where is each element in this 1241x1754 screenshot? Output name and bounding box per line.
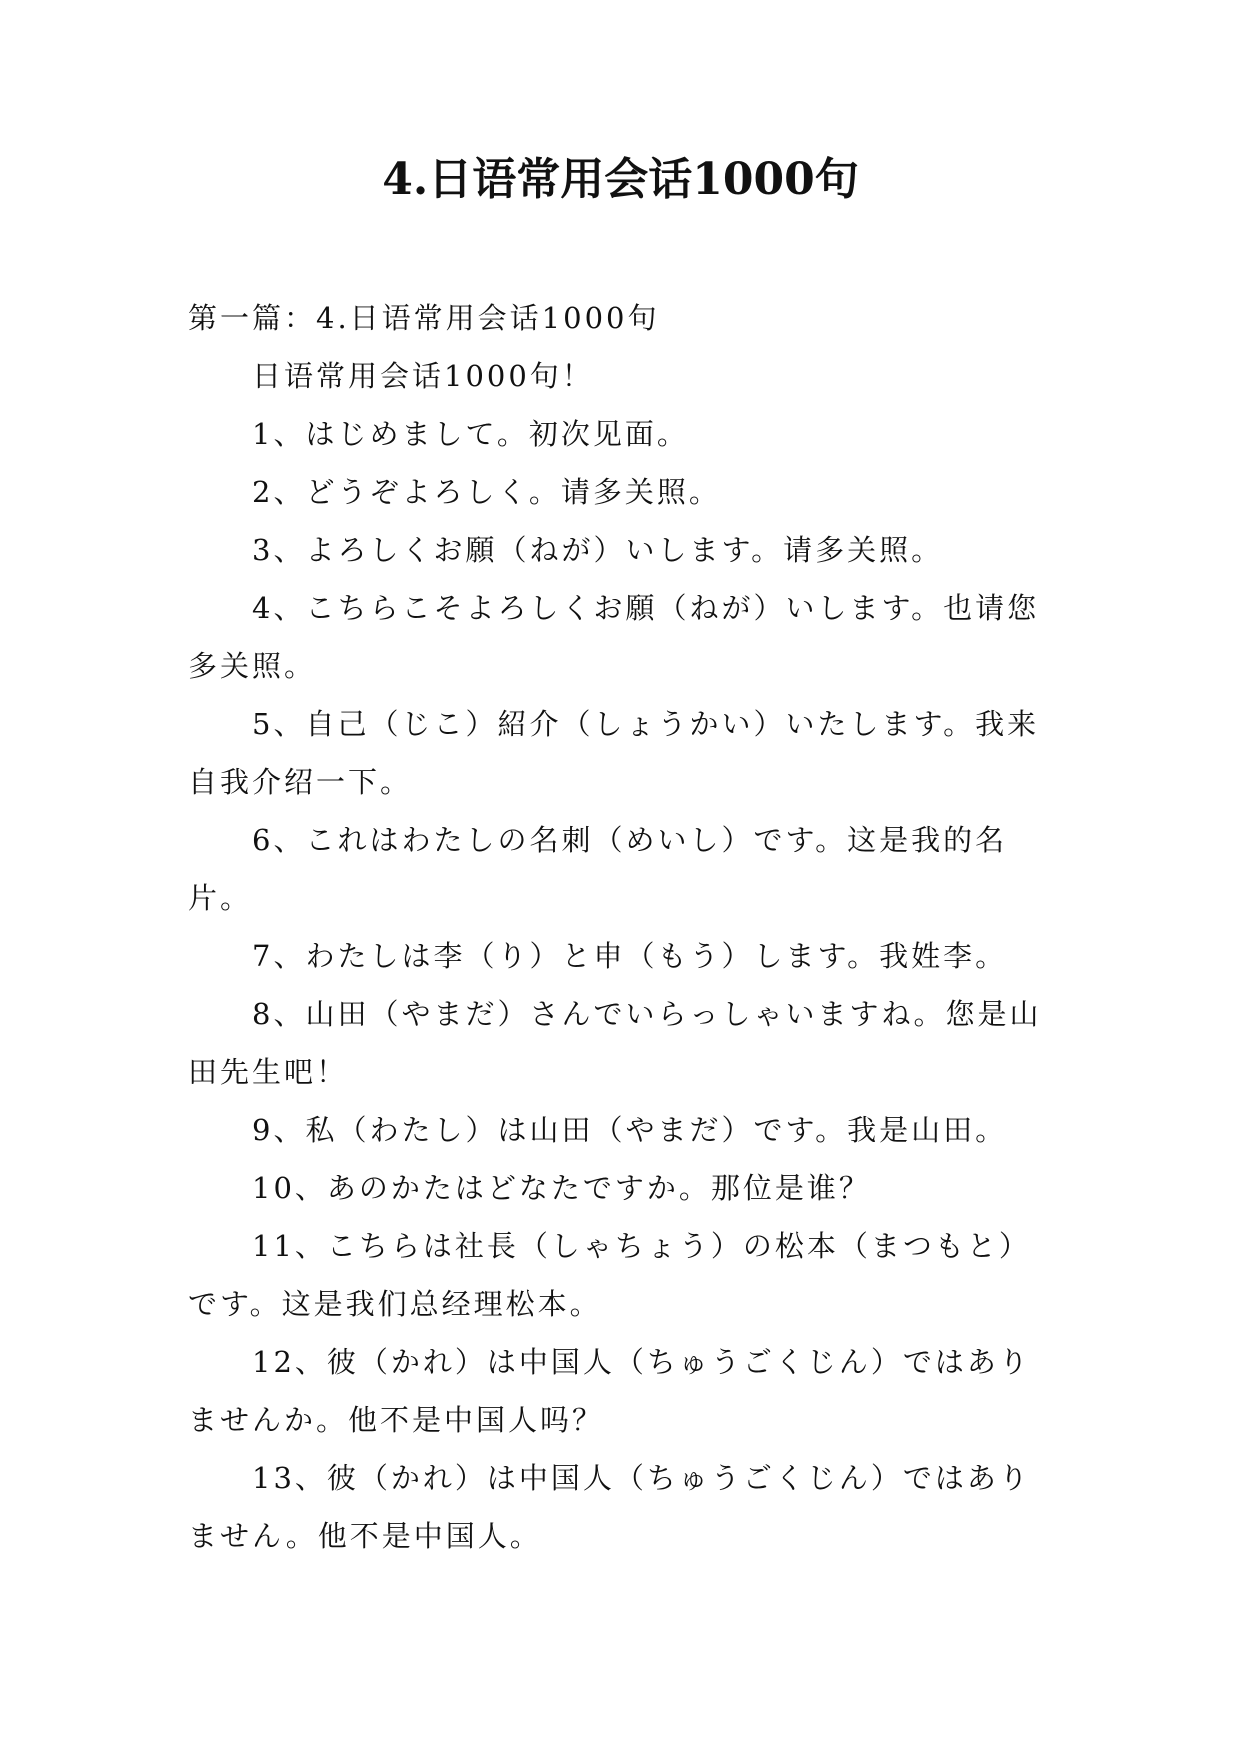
sentence-1: 1、はじめまして。初次见面。: [252, 417, 689, 451]
section-heading: 第一篇：4.日语常用会话1000句: [188, 301, 660, 335]
sentence-6: 6、これはわたしの名刺（めいし）です。这是我的名片。: [188, 823, 1008, 915]
sentence-9: 9、私（わたし）は山田（やまだ）です。我是山田。: [252, 1113, 1008, 1147]
document-body: [188, 289, 1060, 1565]
sentence-7: 7、わたしは李（り）と申（もう）します。我姓李。: [252, 939, 1008, 973]
sentence-2: 2、どうぞよろしく。请多关照。: [252, 475, 721, 509]
sentence-8: 8、山田（やまだ）さんでいらっしゃいますね。您是山田先生吧！: [188, 997, 1042, 1089]
sentence-3: 3、よろしくお願（ねが）いします。请多关照。: [252, 533, 944, 567]
sentence-4: 4、こちらこそよろしくお願（ねが）いします。也请您多关照。: [188, 591, 1040, 683]
document-title: 4.日语常用会话1000句: [382, 154, 859, 205]
sentence-12: 12、彼（かれ）は中国人（ちゅうごくじん）ではありませんか。他不是中国人吗？: [188, 1345, 1031, 1437]
sentence-11: 11、こちらは社長（しゃちょう）の松本（まつもと）です。这是我们总经理松本。: [188, 1229, 1031, 1321]
sentence-10: 10、あのかたはどなたですか。那位是谁？: [252, 1171, 871, 1205]
sentence-5: 5、自己（じこ）紹介（しょうかい）いたします。我来自我介绍一下。: [188, 707, 1040, 799]
sentence-13: 13、彼（かれ）は中国人（ちゅうごくじん）ではありません。他不是中国人。: [188, 1461, 1031, 1553]
intro-line: 日语常用会话1000句！: [252, 359, 594, 393]
